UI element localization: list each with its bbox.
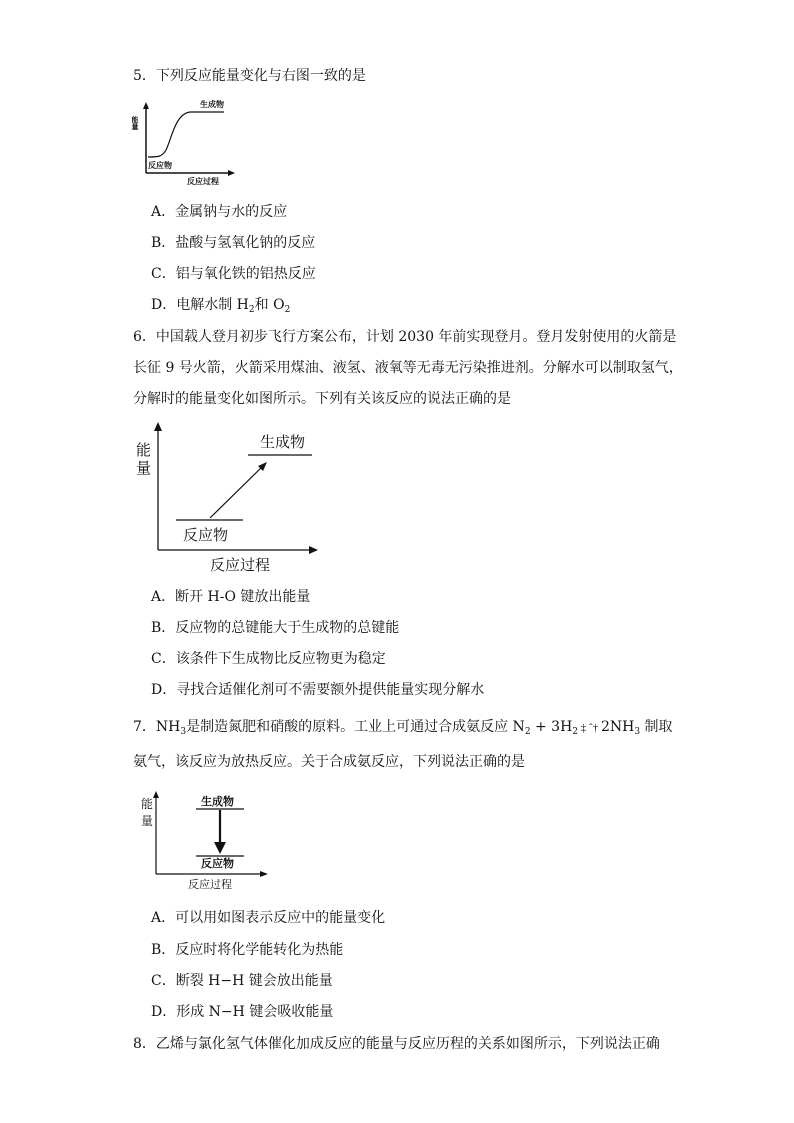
- q7-option-d: D．形成 N−H 键会吸收能量: [151, 1004, 334, 1020]
- q7-option-a: A．可以用如图表示反应中的能量变化: [151, 910, 386, 926]
- q5-option-a: A．金属钠与水的反应: [151, 204, 288, 220]
- q5-fig-reactant: 反应物: [148, 161, 172, 170]
- q6-option-b: B．反应物的总键能大于生成物的总键能: [151, 620, 400, 636]
- q6-fig-reactant: 反应物: [183, 526, 229, 544]
- q7-option-c: C．断裂 H−H 键会放出能量: [151, 973, 333, 989]
- q7-fig-xlabel: 反应过程: [188, 878, 232, 891]
- q6-fig-product: 生成物: [260, 433, 306, 451]
- q6-option-d: D．寻找合适催化剂可不需要额外提供能量实现分解水: [151, 682, 485, 698]
- q5-option-c: C．铝与氧化铁的铝热反应: [151, 266, 316, 282]
- q5-option-d: D．电解水制 $H_2$和 $O_2$: [151, 297, 291, 315]
- q7-stem-line1: 7．$NH_3$是制造氮肥和硝酸的原料。工业上可通过合成氨反应 $N_2 + 3H_2$ ‡ ˆ† $2NH_3$ 制取: [133, 719, 673, 737]
- q7-stem-line2: 氨气，该反应为放热反应。关于合成氨反应，下列说法正确的是: [133, 754, 525, 770]
- q6-fig-ylabel-1: 能: [136, 441, 152, 459]
- q6-stem-line1: 6．中国载人登月初步飞行方案公布，计划 2030 年前实现登月。登月发射使用的火箭是: [133, 329, 677, 345]
- q7-fig-reactant: 反应物: [201, 857, 234, 870]
- q7-option-b: B．反应时将化学能转化为热能: [151, 942, 344, 958]
- q6-option-a: A．断开 H-O 键放出能量: [151, 589, 311, 605]
- q6-energy-diagram: [130, 420, 330, 580]
- q7-fig-ylabel-1: 能: [141, 797, 154, 811]
- q5-fig-product: 生成物: [200, 100, 224, 109]
- q6-stem-line3: 分解时的能量变化如图所示。下列有关该反应的说法正确的是: [133, 391, 511, 407]
- q5-fig-ylabel: 能量: [131, 116, 139, 130]
- q7-fig-ylabel-2: 量: [141, 814, 154, 828]
- q6-option-c: C．该条件下生成物比反应物更为稳定: [151, 651, 386, 667]
- q7-fig-product: 生成物: [201, 795, 234, 808]
- q6-fig-xlabel: 反应过程: [210, 556, 271, 574]
- q5-option-b: B．盐酸与氢氧化钠的反应: [151, 235, 316, 251]
- q7-energy-diagram: [138, 790, 278, 895]
- q5-fig-xlabel: 反应过程: [187, 177, 219, 186]
- q8-stem: 8．乙烯与氯化氢气体催化加成反应的能量与反应历程的关系如图所示，下列说法正确: [133, 1036, 660, 1052]
- q6-fig-ylabel-2: 量: [136, 459, 152, 477]
- q5-stem: 5．下列反应能量变化与右图一致的是: [133, 68, 366, 84]
- q6-stem-line2: 长征 9 号火箭，火箭采用煤油、液氢、液氧等无毒无污染推进剂。分解水可以制取氢气，: [133, 360, 683, 376]
- q5-energy-diagram: [130, 100, 240, 185]
